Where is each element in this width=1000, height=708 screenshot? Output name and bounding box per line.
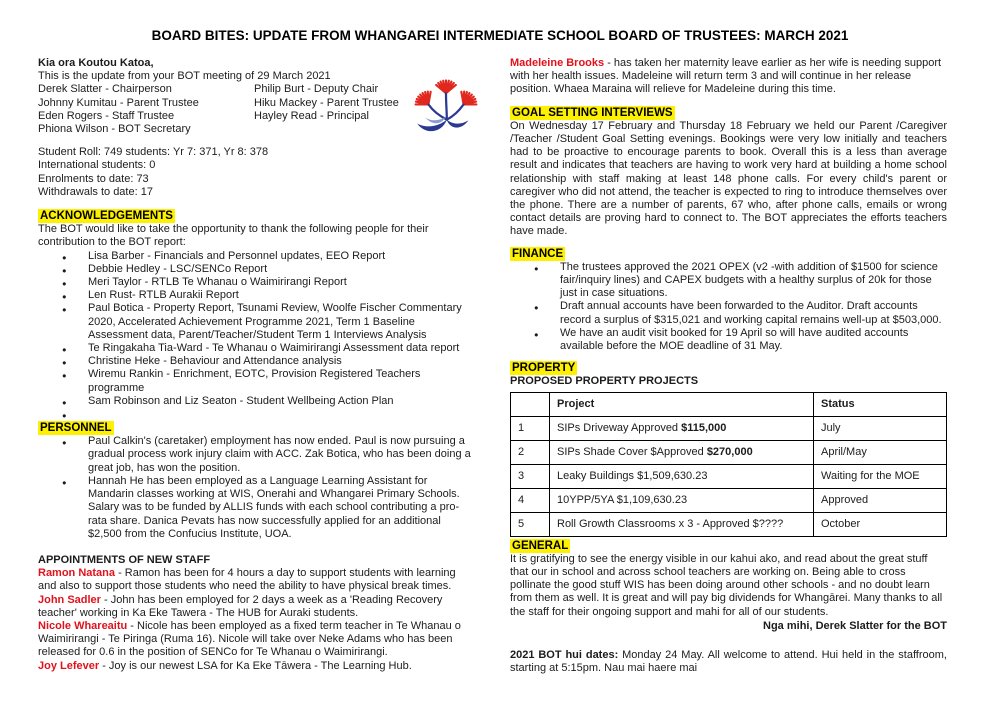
- board-member: Eden Rogers - Staff Trustee: [38, 109, 175, 122]
- left-column: [38, 57, 472, 673]
- appointment-entry: [38, 660, 472, 673]
- acknowledgements-list: [38, 250, 472, 421]
- row-number: 4: [511, 488, 550, 512]
- property-subheading: PROPOSED PROPERTY PROJECTS: [510, 375, 699, 388]
- property-projects-table: [510, 392, 947, 537]
- right-column: [510, 57, 947, 676]
- project-cell: [550, 416, 814, 440]
- staff-name: John Sadler: [38, 593, 101, 606]
- table-row: [511, 440, 947, 464]
- board-members-list: [38, 83, 472, 136]
- project-text: Leaky Buildings $1,509,630.23: [557, 469, 708, 482]
- section-property: [510, 361, 947, 536]
- board-members-col1: [38, 83, 254, 136]
- appointment-entry: [38, 567, 472, 593]
- finance-heading: FINANCE: [512, 247, 564, 260]
- status-cell: October: [814, 512, 947, 536]
- goal-setting-body: On Wednesday 17 February and Thursday 18 February we held our Parent /Caregiver /Teacher /Student Goal Setting evenings. Bookings were very low initially and teachers had to be proactive to encourage parents to book. Overall this is a less than average result and indicates that teachers are having to work very hard at building a home school relationship with staff making at least 148 phone calls. For every child's parent or caregiver who did not attend, the teacher is expected to ring to introduce themselves over the phone. There are a number of parents, 67 who, after phone calls, emails or wrong contact details are proving hard to connect to. The BOT appreciates the efforts teachers have made.: [510, 119, 947, 238]
- acknowledgements-heading: ACKNOWLEDGEMENTS: [40, 210, 173, 223]
- list-item: ● Draft annual accounts have been forwarded to the Auditor. Draft accounts record a surplus of $315,021 and working capital remains well-up at $503,000.: [510, 300, 947, 326]
- project-cell: [550, 440, 814, 464]
- greeting: Kia ora Koutou Katoa,: [38, 57, 154, 69]
- list-item: ● Len Rust- RTLB Aurakii Report: [38, 289, 472, 302]
- list-item: ● Christine Heke - Behaviour and Attendance analysis: [38, 355, 472, 368]
- personnel-heading: PERSONNEL: [40, 422, 112, 435]
- project-cell: [550, 464, 814, 488]
- goal-setting-heading: GOAL SETTING INTERVIEWS: [512, 106, 673, 119]
- appointment-text: - Ramon has been for 4 hours a day to support students with learning and also to support those students who need the ability to have physical break times.: [38, 567, 456, 593]
- board-member: Johnny Kumitau - Parent Trustee: [38, 96, 199, 109]
- table-row: [511, 512, 947, 536]
- stat-line: Withdrawals to date: 17: [38, 185, 153, 198]
- row-number: 1: [511, 416, 550, 440]
- section-acknowledgements: [38, 209, 472, 421]
- appointment-text: - Joy is our newest LSA for Ka Eke Tāwera - The Learning Hub.: [99, 659, 412, 672]
- list-item: ● Hannah He has been employed as a Language Learning Assistant for Mandarin classes working at WIS, Onerahi and Whangarei Primary Schools. Salary was to be funded by ALLIS funds with each school contributing a pro-rata share. Danica Pevats has now successfully applied for an additional $2,500 from the Confucius Institute, UOA.: [38, 475, 472, 541]
- finance-list: [510, 261, 947, 353]
- section-finance: [510, 247, 947, 354]
- board-member: Philip Burt - Deputy Chair: [254, 83, 379, 96]
- hui-dates-label: 2021 BOT hui dates:: [510, 649, 619, 662]
- section-personnel: [38, 421, 472, 541]
- row-number: 3: [511, 464, 550, 488]
- stat-line: Enrolments to date: 73: [38, 172, 149, 185]
- project-text: 10YPP/5YA $1,109,630.23: [557, 493, 688, 506]
- list-item: ● Paul Botica - Property Report, Tsunami Review, Woolfe Fischer Commentary 2020, Accelerated Achievement Programme 2021, Term 1 Baseline Assessment data, Parent/Teacher/Student Term 1 Interviews Analysis: [38, 302, 472, 342]
- status-cell: Approved: [814, 488, 947, 512]
- list-item-empty: [38, 408, 472, 421]
- status-cell: April/May: [814, 440, 947, 464]
- board-members-col2: [254, 83, 470, 136]
- project-cell: [550, 488, 814, 512]
- stat-line: International students: 0: [38, 159, 156, 172]
- list-item: ● Te Ringakaha Tia-Ward - Te Whanau o Waimirirangi Assessment data report: [38, 342, 472, 355]
- hui-dates-paragraph: [510, 649, 947, 675]
- project-text: SIPs Driveway Approved: [557, 421, 682, 434]
- appointment-entry: [38, 620, 472, 660]
- stat-line: Student Roll: 749 students: Yr 7: 371, Yr 8: 378: [38, 146, 269, 159]
- section-appointments: [38, 554, 472, 673]
- meeting-intro: This is the update from your BOT meeting of 29 March 2021: [38, 70, 331, 83]
- personnel-list: [38, 435, 472, 541]
- list-item: ● Debbie Hedley - LSC/SENCo Report: [38, 263, 472, 276]
- list-item: ● Lisa Barber - Financials and Personnel updates, EEO Report: [38, 250, 472, 263]
- table-header-row: [511, 392, 947, 416]
- appointment-text: - Nicole has been employed as a fixed term teacher in Te Whanau o Waimirirangi - Te Piringa (Ruma 16). Nicole will take over Neke Adams who has been released for 0.6 in the position of SENCo for Te Whanau o Waimirirangi.: [38, 619, 461, 659]
- board-member: Hiku Mackey - Parent Trustee: [254, 96, 399, 109]
- roll-statistics: [38, 146, 472, 199]
- staff-name: Nicole Whareaitu: [38, 619, 128, 632]
- status-cell: Waiting for the MOE: [814, 464, 947, 488]
- page-title: BOARD BITES: UPDATE FROM WHANGAREI INTERMEDIATE SCHOOL BOARD OF TRUSTEES: MARCH 2021: [151, 28, 849, 43]
- board-member: Derek Slatter - Chairperson: [38, 83, 172, 96]
- section-general: [510, 539, 947, 633]
- list-item: ● Meri Taylor - RTLB Te Whanau o Waimirirangi Report: [38, 276, 472, 289]
- staff-name: Madeleine Brooks: [510, 57, 605, 69]
- project-amount: $115,000: [681, 421, 727, 434]
- list-item: ● Sam Robinson and Liz Seaton - Student Wellbeing Action Plan: [38, 395, 472, 408]
- general-body: It is gratifying to see the energy visible in our kahui ako, and read about the great stuff that our in school and across school teachers are working on. Being able to cross pollinate the good stuff WIS has been doing around other schools - and no doubt learn from them as well. It is great and will pay big dividends for Whangārei. Many thanks to all the staff for their ongoing support and mahi for all of our students.: [510, 552, 943, 618]
- project-amount: $270,000: [706, 445, 753, 458]
- board-member: Hayley Read - Principal: [254, 109, 369, 122]
- table-row: [511, 488, 947, 512]
- table-row: [511, 464, 947, 488]
- row-number: 5: [511, 512, 550, 536]
- property-heading: PROPERTY: [512, 362, 576, 375]
- signature: Nga mihi, Derek Slatter for the BOT: [763, 619, 947, 632]
- appointment-entry: [38, 594, 472, 620]
- project-cell: [550, 512, 814, 536]
- column-header-status: Status: [814, 392, 947, 416]
- list-item: ● Paul Calkin's (caretaker) employment has now ended. Paul is now pursuing a gradual process work injury claim with ACC. Zak Botica, who has been doing a great job, has won the position.: [38, 435, 472, 475]
- section-goal-setting: [510, 106, 947, 239]
- general-heading: GENERAL: [512, 539, 569, 552]
- list-item: ● We have an audit visit booked for 19 April so will have audited accounts available before the MOE deadline of 31 May.: [510, 327, 947, 353]
- appointments-heading: APPOINTMENTS OF NEW STAFF: [38, 553, 211, 566]
- project-text: SIPs Shade Cover $Approved: [557, 445, 707, 458]
- column-header-num: [511, 392, 550, 416]
- list-item: ● The trustees approved the 2021 OPEX (v2 -with addition of $1500 for science fair/inquiry lines) and CAPEX budgets with a healthy surplus of 20k for those just in case situations.: [510, 261, 947, 301]
- column-header-project: Project: [550, 392, 814, 416]
- madeleine-paragraph: [510, 57, 947, 97]
- table-row: [511, 416, 947, 440]
- appointment-text: - John has been employed for 2 days a week as a 'Reading Recovery teacher' working in Ka Eke Tawera - The HUB for Auraki students.: [38, 593, 443, 619]
- board-member: Phiona Wilson - BOT Secretary: [38, 123, 191, 136]
- acknowledgements-intro: The BOT would like to take the opportunity to thank the following people for their contribution to the BOT report:: [38, 223, 429, 249]
- project-text: Roll Growth Classrooms x 3 - Approved $????: [557, 517, 784, 530]
- madeleine-text: - has taken her maternity leave earlier as her wife is needing support with her health issues. Madeleine will return term 3 and will continue in her release position. Whaea Maraina will relieve for Madeleine during this time.: [510, 57, 942, 96]
- hui-dates-text: Monday 24 May. All welcome to attend. Hui held in the staffroom, starting at 5:15pm. Nau mai haere mai: [510, 649, 947, 675]
- status-cell: July: [814, 416, 947, 440]
- staff-name: Ramon Natana: [38, 567, 116, 580]
- list-item: ● Wiremu Rankin - Enrichment, EOTC, Provision Registered Teachers programme: [38, 368, 472, 394]
- staff-name: Joy Lefever: [38, 659, 100, 672]
- row-number: 2: [511, 440, 550, 464]
